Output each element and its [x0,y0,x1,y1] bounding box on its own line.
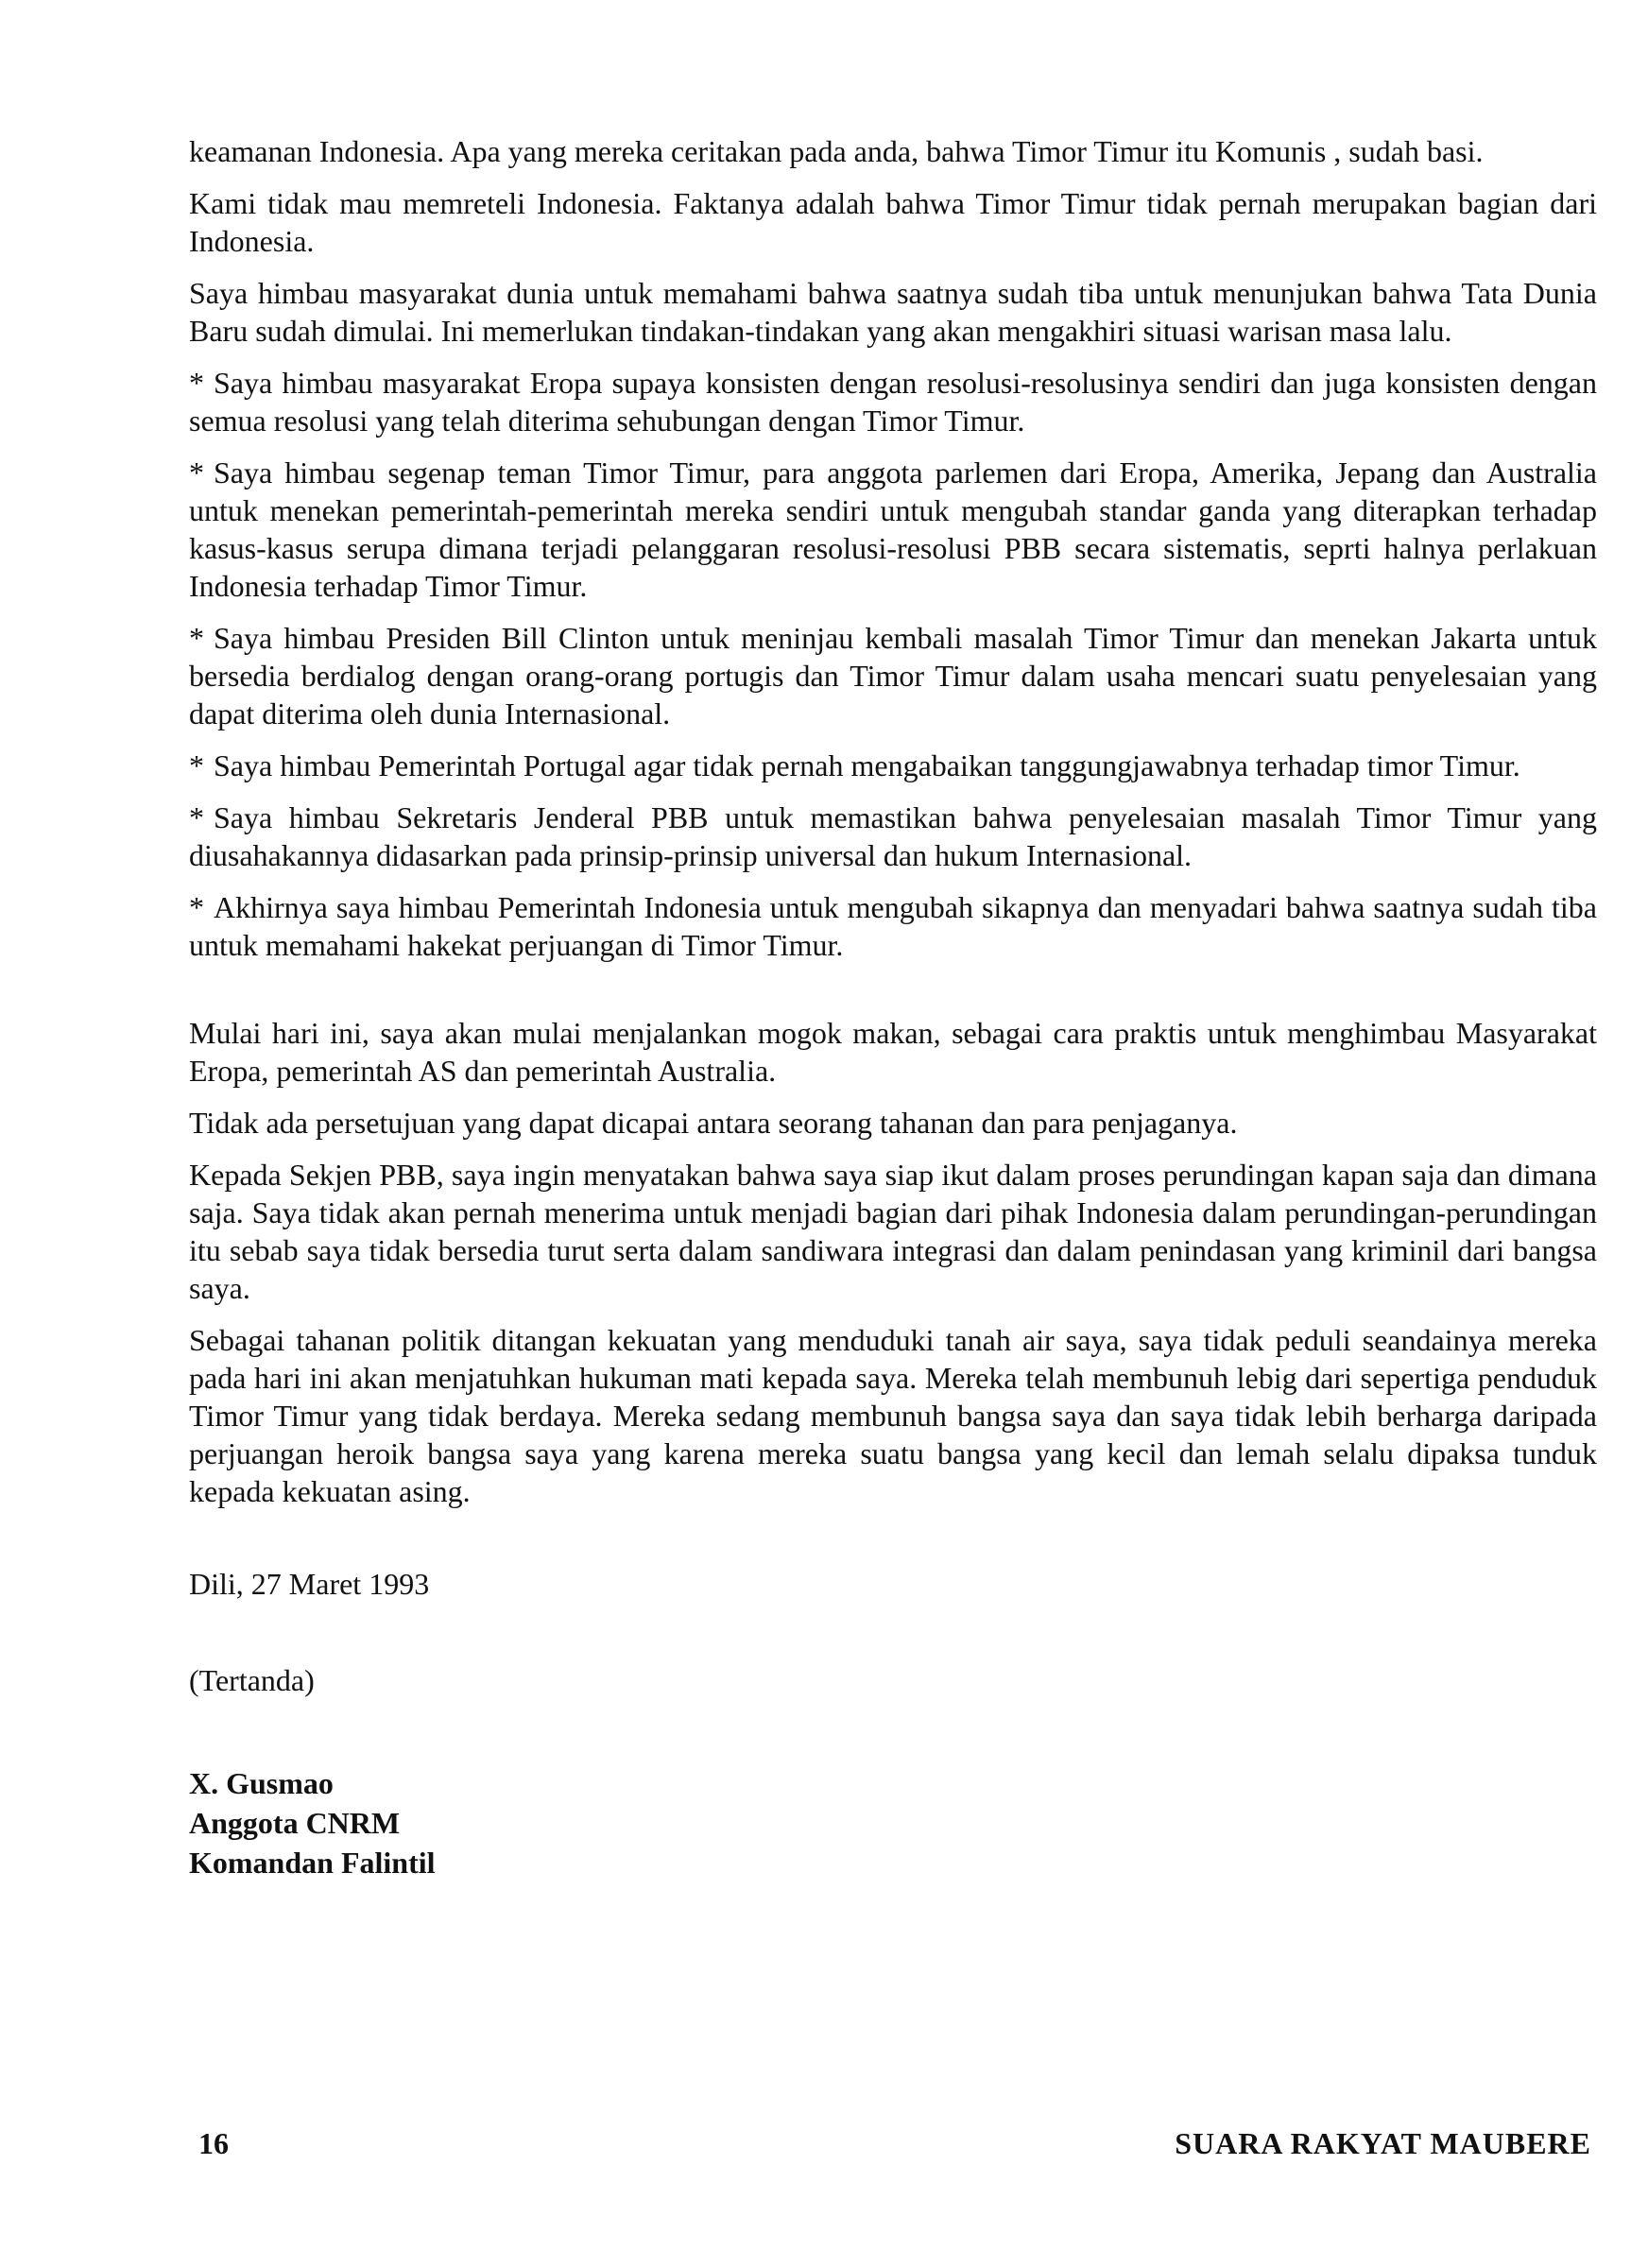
signature-role-cnrm: Anggota CNRM [189,1806,401,1840]
bullet-text: Saya himbau Sekretaris Jenderal PBB untuk memastikan bahwa penyelesaian masalah Timor Timur yang diusahakannya didasarkan pada prinsip-prinsip universal dan hukum Internasional. [189,800,1597,872]
bullet-text: Akhirnya saya himbau Pemerintah Indonesia untuk mengubah sikapnya dan menyadari bahwa saatnya sudah tiba untuk memahami hakekat perjuangan di Timor Timur. [189,890,1597,962]
bullet-item-1 [189,364,1597,439]
paragraph-bottom-4: Sebagai tahanan politik ditangan kekuatan yang menduduki tanah air saya, saya tidak peduli seandainya mereka pada hari ini akan menjatuhkan hukuman mati kepada saya. Mereka telah membunuh lebig dari sepertiga penduduk Timor Timur yang tidak berdaya. Mereka sedang membunuh bangsa saya dan saya tidak lebih berharga daripada perjuangan heroik bangsa saya yang karena mereka suatu bangsa yang kecil dan lemah selalu dipaksa tunduk kepada kekuatan asing. [189,1323,1597,1508]
bullet-star-icon: * [189,366,204,400]
bullet-star-icon: * [189,455,204,490]
bullet-star-icon: * [189,890,204,924]
bullet-star-icon: * [189,748,204,782]
paragraph-top-3: Saya himbau masyarakat dunia untuk memahami bahwa saatnya sudah tiba untuk menunjukan bahwa Tata Dunia Baru sudah dimulai. Ini memerlukan tindakan-tindakan yang akan mengakhiri situasi warisan masa lalu. [189,276,1597,348]
bullet-text: Saya himbau Presiden Bill Clinton untuk meninjau kembali masalah Timor Timur dan menekan Jakarta untuk bersedia berdialog dengan orang-orang portugis dan Timor Timur dalam usaha mencari suatu penyelesaian yang dapat diterima oleh dunia Internasional. [189,621,1597,730]
document-page [189,132,1597,2230]
bullet-text: Saya himbau segenap teman Timor Timur, para anggota parlemen dari Eropa, Amerika, Jepang dan Australia untuk menekan pemerintah-pemerintah mereka sendiri untuk mengubah standar ganda yang diterapkan terhadap kasus-kasus serupa dimana terjadi pelanggaran resolusi-resolusi PBB secara sistematis, seprti halnya perlakuan Indonesia terhadap Timor Timur. [189,455,1597,603]
bullet-text: Saya himbau Pemerintah Portugal agar tidak pernah mengabaikan tanggungjawabnya terhadap timor Timur. [214,748,1520,782]
bullet-item-6 [189,888,1597,964]
paragraph-bottom-1: Mulai hari ini, saya akan mulai menjalankan mogok makan, sebagai cara praktis untuk menghimbau Masyarakat Eropa, pemerintah AS dan pemerintah Australia. [189,1016,1597,1088]
signature-name: X. Gusmao [189,1766,334,1800]
paragraph-top-1: keamanan Indonesia. Apa yang mereka ceritakan pada anda, bahwa Timor Timur itu Komunis , sudah basi. [189,134,1484,168]
section-gap [189,978,1597,1014]
bullet-item-2 [189,454,1597,605]
bullet-star-icon: * [189,621,204,655]
signature-block [189,1763,1597,1882]
bullet-item-5 [189,799,1597,874]
publication-title: SUARA RAKYAT MAUBERE [1175,2126,1591,2160]
bullet-item-3 [189,619,1597,732]
bullet-star-icon: * [189,800,204,834]
paragraph-bottom-3: Kepada Sekjen PBB, saya ingin menyatakan bahwa saya siap ikut dalam proses perundingan kapan saja dan dimana saja. Saya tidak akan pernah menerima untuk menjadi bagian dari pihak Indonesia dalam perundingan-perundingan itu sebab saya tidak bersedia turut serta dalam sandiwara integrasi dan dalam penindasan yang kriminil dari bangsa saya. [189,1158,1597,1305]
paragraph-top-2: Kami tidak mau memreteli Indonesia. Faktanya adalah bahwa Timor Timur tidak pernah merupakan bagian dari Indonesia. [189,186,1597,258]
date-line: Dili, 27 Maret 1993 [189,1567,430,1601]
bullet-text: Saya himbau masyarakat Eropa supaya konsisten dengan resolusi-resolusinya sendiri dan juga konsisten dengan semua resolusi yang telah diterima sehubungan dengan Timor Timur. [189,366,1597,438]
page-footer [198,2126,1591,2174]
page-number: 16 [198,2126,229,2160]
signed-line: (Tertanda) [189,1663,315,1697]
bullet-item-4 [189,747,1597,784]
signature-role-falintil: Komandan Falintil [189,1846,436,1880]
paragraph-bottom-2: Tidak ada persetujuan yang dapat dicapai antara seorang tahanan dan para penjaganya. [189,1106,1238,1140]
